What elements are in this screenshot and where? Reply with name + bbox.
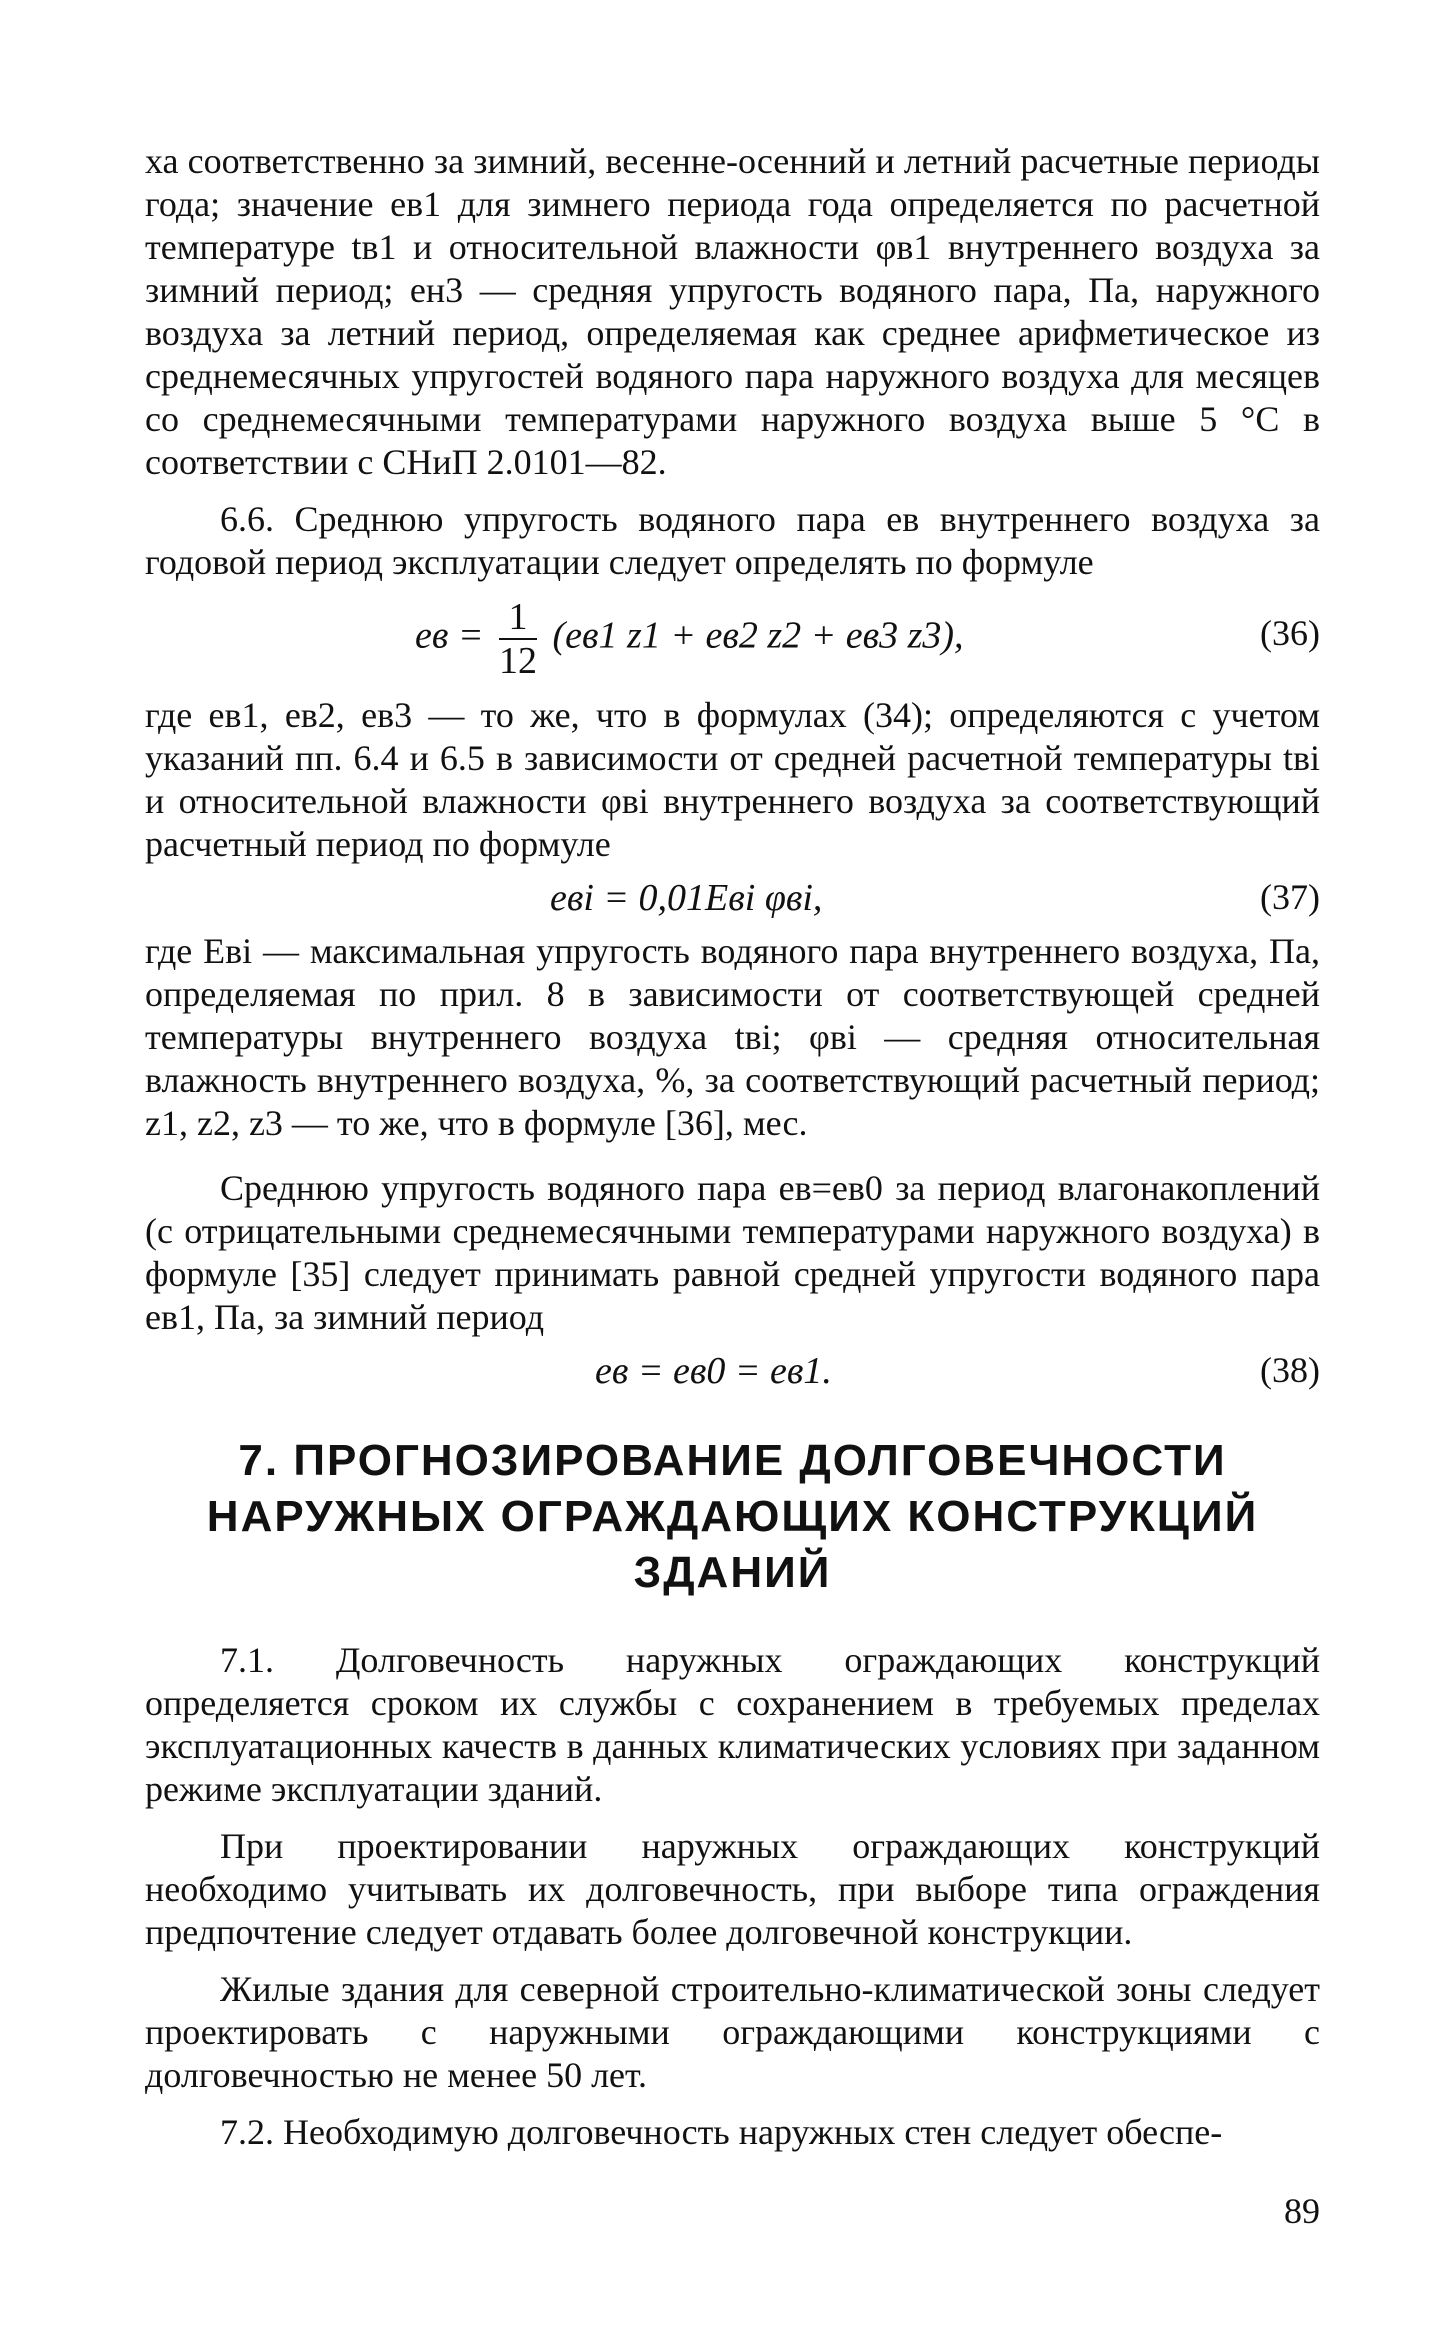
formula-36-numerator: 1: [499, 596, 537, 640]
formula-37-expression: eвi = 0,01Eвi φвi,: [550, 877, 823, 919]
formula-38-number: (38): [1260, 1350, 1320, 1390]
formula-37: [145, 866, 1320, 930]
formula-38-expression: eв = eв0 = eв1.: [595, 1350, 832, 1392]
formula-36-number: (36): [1260, 613, 1320, 653]
formula-36: [145, 584, 1320, 694]
section-7-title-line1: 7. ПРОГНОЗИРОВАНИЕ ДОЛГОВЕЧНОСТИ: [238, 1436, 1227, 1485]
paragraph-where-36: где eв1, eв2, eв3 — то же, что в формулах (34); определяются с учетом указаний пп. 6.4 и 6.5 в зависимости от средней расчетной температуры tвi и относительной влажности φвi внутреннего воздуха за соответствующий расчетный период по формуле: [145, 695, 1320, 864]
formula-36-rhs: (eв1 z1 + eв2 z2 + eв3 z3),: [552, 614, 964, 657]
page-content: [145, 140, 1320, 2154]
paragraph-7-1: 7.1. Долговечность наружных ограждающих конструкций определяется сроком их службы с сохранением в требуемых пределах эксплуатационных качеств в данных климатических условиях при заданном режиме эксплуатации зданий.: [145, 1640, 1320, 1809]
section-7-title-line2: НАРУЖНЫХ ОГРАЖДАЮЩИХ КОНСТРУКЦИЙ: [206, 1492, 1259, 1541]
section-7-title: [145, 1433, 1320, 1601]
paragraph-residential-north: Жилые здания для северной строительно-климатической зоны следует проектировать с наружными ограждающими конструкциями с долговечностью не менее 50 лет.: [145, 1969, 1320, 2095]
formula-36-fraction: [499, 596, 537, 682]
formula-37-number: (37): [1260, 877, 1320, 917]
paragraph-7-2: 7.2. Необходимую долговечность наружных стен следует обеспе-: [220, 2112, 1223, 2152]
section-7-title-line3: ЗДАНИЙ: [633, 1548, 832, 1597]
formula-38: [145, 1339, 1320, 1403]
formula-36-denominator: 12: [499, 640, 538, 682]
formula-36-lhs: eв =: [415, 614, 484, 657]
paragraph-moisture-accumulation: Среднюю упругость водяного пара eв=eв0 за период влагонакоплений (с отрицательными среднемесячными температурами наружного воздуха) в формуле [35] следует принимать равной средней упругости водяного пара eв1, Па, за зимний период: [145, 1168, 1320, 1337]
paragraph-seasonal-periods: ха соответственно за зимний, весенне-осенний и летний расчетные периоды года; значение eв1 для зимнего периода года определяется по расчетной температуре tв1 и относительной влажности φв1 внутреннего воздуха за зимний период; eн3 — средняя упругость водяного пара, Па, наружного воздуха за летний период, определяемая как среднее арифметическое из среднемесячных упругостей водяного пара наружного воздуха для месяцев со среднемесячными температурами наружного воздуха выше 5 °С в соответствии с СНиП 2.0101—82.: [145, 141, 1320, 482]
page-number: 89: [1284, 2191, 1320, 2231]
paragraph-where-37: где Eвi — максимальная упругость водяного пара внутреннего воздуха, Па, определяемая по прил. 8 в зависимости от соответствующей средней температуры внутреннего воздуха tвi; φвi — средняя относительная влажность внутреннего воздуха, %, за соответствующий расчетный период; z1, z2, z3 — то же, что в формуле [36], мес.: [145, 931, 1320, 1143]
paragraph-design-durability: При проектировании наружных ограждающих конструкций необходимо учитывать их долговечность, при выборе типа ограждения предпочтение следует отдавать более долговечной конструкции.: [145, 1826, 1320, 1952]
paragraph-6-6: 6.6. Среднюю упругость водяного пара eв внутреннего воздуха за годовой период эксплуатации следует определять по формуле: [145, 499, 1320, 582]
formula-36-expression: [415, 596, 964, 682]
